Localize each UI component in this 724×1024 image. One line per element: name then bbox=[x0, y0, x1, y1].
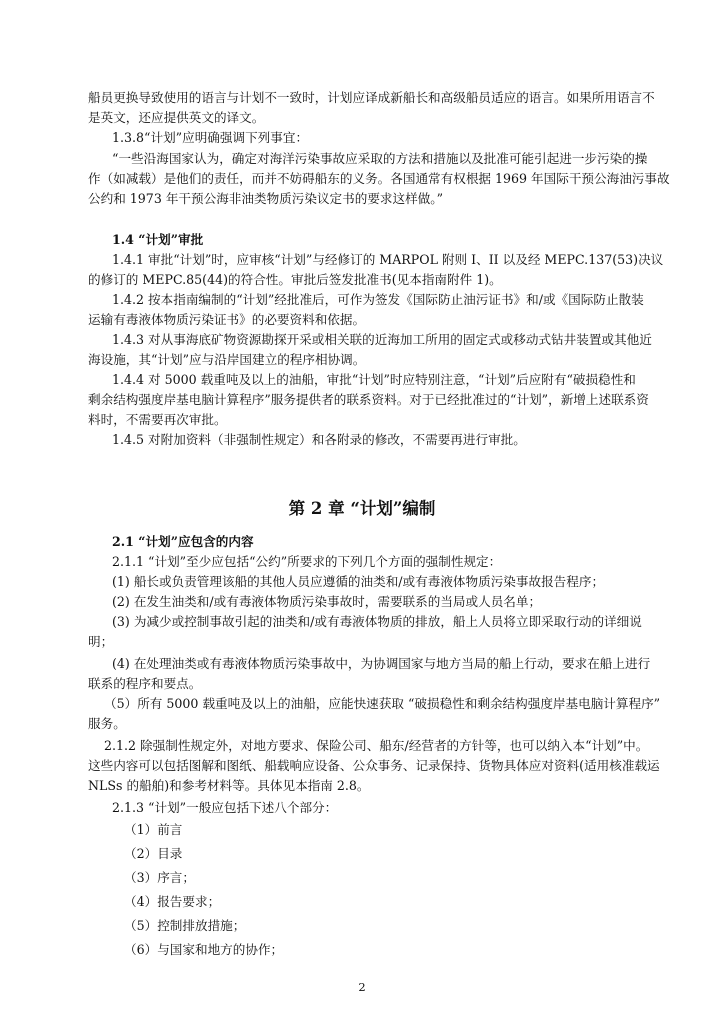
text-line: 2.1.2 除强制性规定外，对地方要求、保险公司、船东/经营者的方针等，也可以纳入本“计划”中。 bbox=[104, 738, 649, 753]
text-line: 剩余结构强度岸基电脑计算程序”服务提供者的联系资料。对于已经批准过的“计划”，新增上述联系资 bbox=[88, 392, 649, 407]
text-line: 1.4.2 按本指南编制的“计划”经批准后，可作为签发《国际防止油污证书》和/或《国际防止散装 bbox=[112, 292, 644, 307]
text-line: “一些沿海国家认为，确定对海洋污染事故应采取的方法和措施以及批准可能引起进一步污染的操 bbox=[112, 151, 648, 166]
list-item: （5）控制排放措施； bbox=[124, 918, 246, 933]
text-line: 服务。 bbox=[88, 716, 126, 731]
page-number: 2 bbox=[358, 980, 366, 994]
text-line: 海设施，其“计划”应与沿岸国建立的程序相协调。 bbox=[88, 352, 366, 367]
text-line: 船员更换导致使用的语言与计划不一致时，计划应译成新船长和高级船员适应的语言。如果所用语言不 bbox=[88, 90, 655, 105]
list-item: （6）与国家和地方的协作； bbox=[124, 942, 284, 957]
list-item: （2）目录 bbox=[124, 846, 183, 861]
text-line: 这些内容可以包括图解和图纸、船载响应设备、公众事务、记录保持、货物具体应对资料(适用核准载运 bbox=[88, 758, 660, 773]
text-line: 2.1.1 “计划”至少应包括“公约”所要求的下列几个方面的强制性规定： bbox=[112, 554, 502, 569]
text-line: 联系的程序和要点。 bbox=[88, 676, 202, 691]
list-item: (2) 在发生油类和/或有毒液体物质污染事故时，需要联系的当局或人员名单； bbox=[112, 594, 542, 609]
list-item: （3）序言； bbox=[124, 870, 195, 885]
text-line: 1.4.4 对 5000 载重吨及以上的油船，审批“计划”时应特别注意，“计划”后应附有“破损稳性和 bbox=[112, 372, 636, 387]
text-line: 公约和 1973 年干预公海非油类物质污染议定书的要求这样做。” bbox=[88, 191, 444, 206]
text-line: 明； bbox=[88, 634, 114, 649]
list-item: （4）报告要求； bbox=[124, 894, 221, 909]
text-line: 是英文，还应提供英文的译文。 bbox=[88, 110, 265, 125]
list-item: (4) 在处理油类或有毒液体物质污染事故中，为协调国家与地方当局的船上行动，要求在船上进行 bbox=[112, 656, 651, 671]
section-heading: 1.4 “计划”审批 bbox=[112, 232, 204, 247]
list-item: (1) 船长或负责管理该船的其他人员应遵循的油类和/或有毒液体物质污染事故报告程序； bbox=[112, 574, 605, 589]
chapter-title: 第 2 章 “计划”编制 bbox=[288, 499, 436, 518]
section-heading: 2.1 “计划”应包含的内容 bbox=[112, 534, 254, 549]
text-line: 1.4.3 对从事海底矿物资源勘探开采或相关联的近海加工所用的固定式或移动式钻井装置或其他近 bbox=[112, 332, 652, 347]
text-line: NLSs 的船舶)和参考材料等。具体见本指南 2.8。 bbox=[88, 778, 370, 793]
text-line: 1.4.5 对附加资料（非强制性规定）和各附录的修改，不需要再进行审批。 bbox=[112, 432, 526, 447]
text-line: 料时，不需要再次审批。 bbox=[88, 412, 227, 427]
text-line: 2.1.3 “计划”一般应包括下述八个部分： bbox=[112, 800, 338, 815]
text-line: 作（如减载）是他们的责任，而并不妨碍船东的义务。各国通常有权根据 1969 年国际干预公海油污事故 bbox=[88, 171, 670, 186]
list-item: （1）前言 bbox=[124, 822, 183, 837]
text-line: 的修订的 MEPC.85(44)的符合性。审批后签发批准书(见本指南附件 1)。 bbox=[88, 272, 502, 287]
list-item: (3) 为减少或控制事故引起的油类和/或有毒液体物质的排放，船上人员将立即采取行动的详细说 bbox=[112, 614, 642, 629]
text-line: 1.4.1 审批“计划”时，应审核“计划”与经修订的 MARPOL 附则 I、II 以及经 MEPC.137(53)决议 bbox=[112, 252, 664, 267]
list-item: （5）所有 5000 载重吨及以上的油船，应能快速获取 “破损稳性和剩余结构强度岸基电脑计算程序” bbox=[104, 696, 661, 711]
text-line: 1.3.8“计划”应明确强调下列事宜： bbox=[112, 130, 309, 145]
text-line: 运输有毒液体物质污染证书》的必要资料和依据。 bbox=[88, 312, 366, 327]
